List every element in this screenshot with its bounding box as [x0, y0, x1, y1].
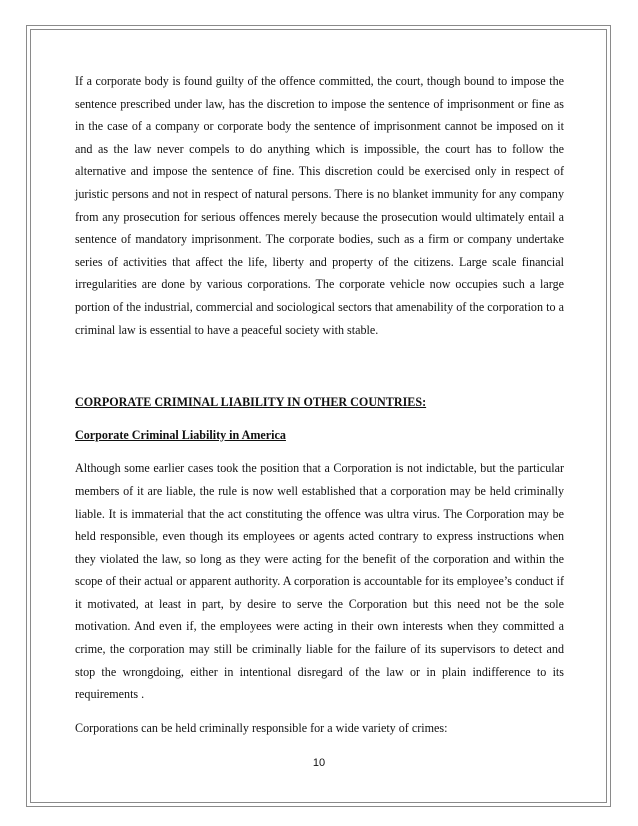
subsection-heading: Corporate Criminal Liability in America: [75, 427, 286, 442]
body-paragraph: If a corporate body is found guilty of the offence committed, the court, though bound to impose the sentence prescribed under law, has the discretion to impose the sentence of imprisonment or fine as in the case of a company or corporate body the sentence of imprisonment cannot be imposed on it and as the law never compels to do anything which is impossible, the court has to follow the alternative and impose the sentence of fine. This discretion could be exercised only in respect of juristic persons and not in respect of natural persons. There is no blanket immunity for any company from any prosecution for serious offences merely because the prosecution would ultimately entail a sentence of mandatory imprisonment. The corporate bodies, such as a firm or company undertake series of activities that affect the life, liberty and property of the citizens. Large scale financial irregularities are done by various corporations. The corporate vehicle now occupies such a large portion of the industrial, commercial and sociological sectors that amenability of the corporation to a criminal law is essential to have a peaceful society with stable.: [75, 74, 564, 337]
body-paragraph: Corporations can be held criminally responsible for a wide variety of crimes:: [75, 720, 448, 735]
page-content: [75, 70, 564, 739]
body-paragraph: Although some earlier cases took the position that a Corporation is not indictable, but the particular members of it are liable, the rule is now well established that a corporation may be held criminally liable. It is immaterial that the act constituting the offence was ultra virus. The Corporation may be held responsible, even though its employees or agents acted contrary to express instructions when they violated the law, so long as they were acting for the benefit of the corporation and within the scope of their actual or apparent authority. A corporation is accountable for its employee’s conduct if it motivated, at least in part, by desire to serve the Corporation but this need not be the sole motivation. And even if, the employees were acting in their own interests when they committed a crime, the corporation may still be criminally liable for the failure of its supervisors to detect and stop the wrongdoing, either in intentional disregard of the law or in plain indifference to its requirements .: [75, 461, 564, 702]
section-heading: CORPORATE CRIMINAL LIABILITY IN OTHER COUNTRIES:: [75, 395, 427, 410]
page-number: 10: [312, 757, 326, 769]
